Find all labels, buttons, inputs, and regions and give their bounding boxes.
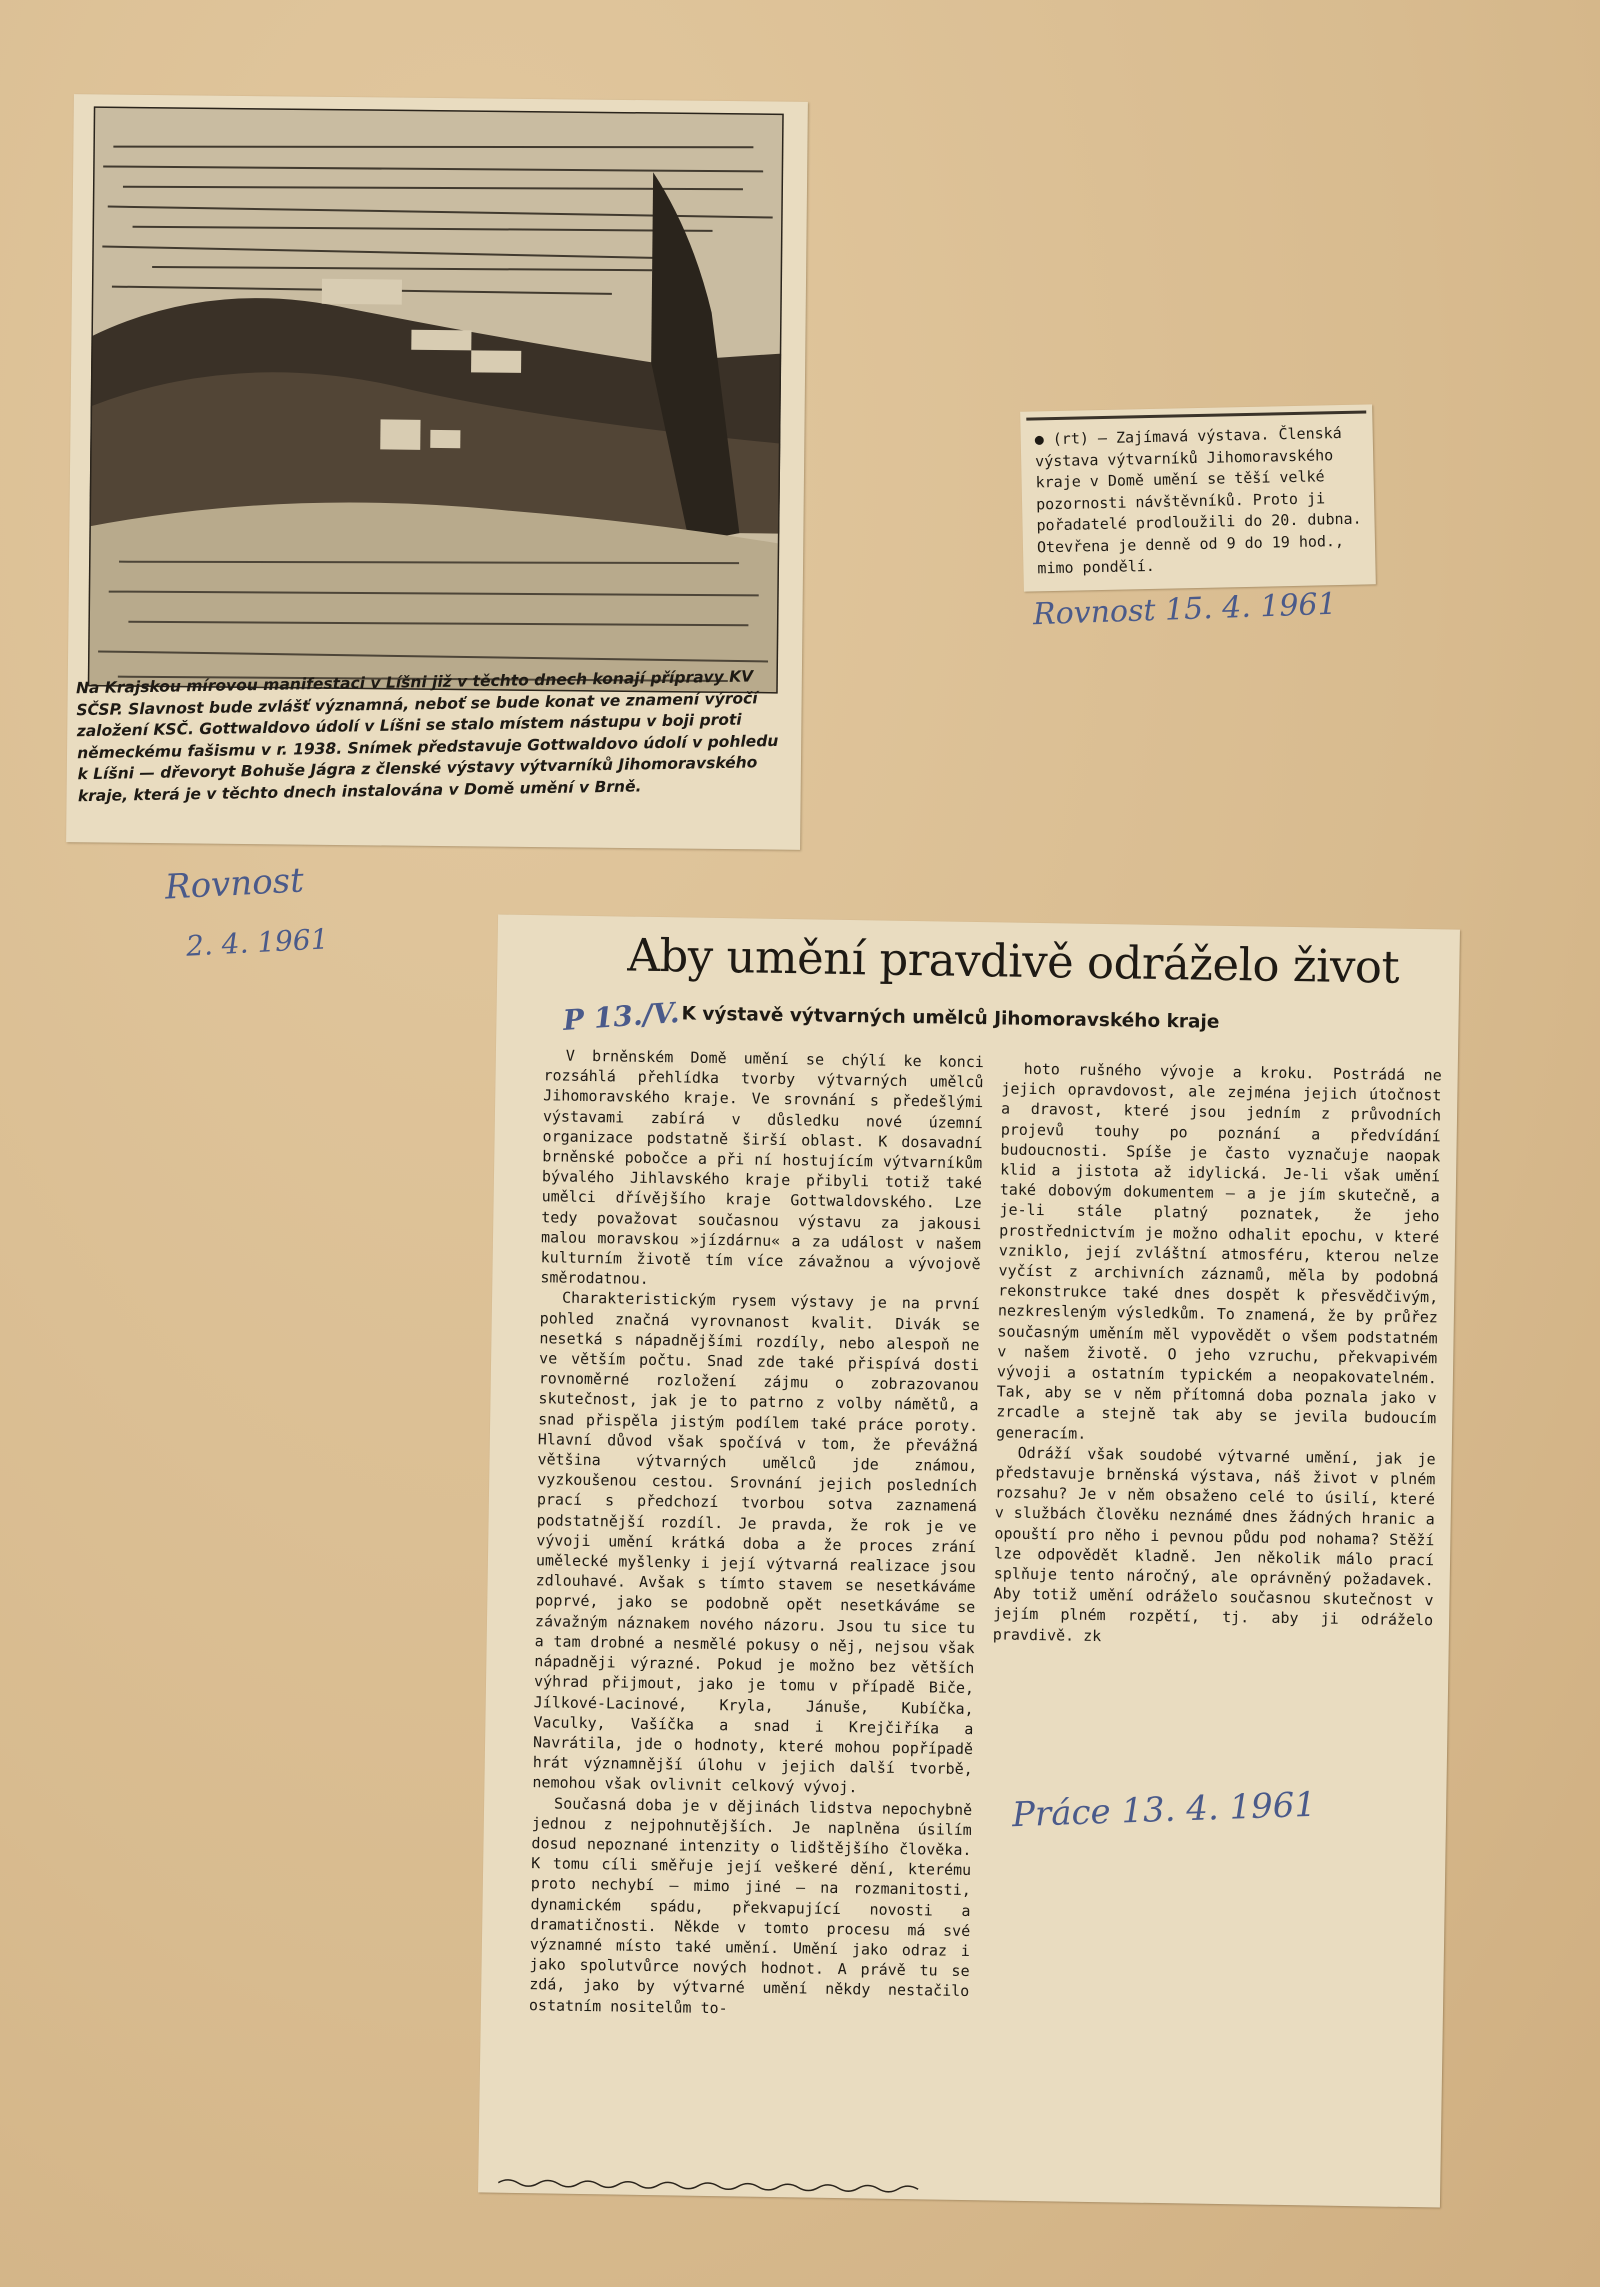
woodcut-image bbox=[88, 106, 784, 693]
paragraph: V brněnském Domě umění se chýlí ke konci rozsáhlá přehlídka tvorby výtvarných umělců Jihomoravského kraje. Ve srovnání s předešlými výstavami zabírá v důsledku nové územní organizace podstatně širší oblast. K dosavadní brněnské pobočce a při ní hostujícím výtvarníkům bývalého Jihlavského kraje přibyli totiž také umělci dřívějšího kraje Gottwaldovského. Lze tedy považovat současnou výstavu za jakousi malou moravskou »jízdárnu« a za událost v našem kulturním životě tím více závažnou a vývojově směrodatnou. bbox=[540, 1046, 984, 1289]
article-headline: Aby umění pravdivě odráželo život bbox=[627, 928, 1400, 994]
handwritten-source: Rovnost bbox=[164, 860, 305, 908]
clipping-photo bbox=[66, 94, 808, 850]
article-column-2 bbox=[992, 1058, 1442, 1725]
paragraph: Současná doba je v dějinách lidstva nepochybně jednou z nejpohnutějších. Je naplněna úsilím dosud nepoznané intenzity o lidštějšího člověka. K tomu cíli směřuje její veškeré dění, kterému proto nechybí — mimo jiné — na rozmanitosti, dynamickém spádu, překvapující novosti a dramatičnosti. Někde v tomto procesu má své významné místo také umění. Umění jako odraz i jako spolutvůrce nových hodnot. A právě tu se zdá, jako by výtvarné umění někdy nestačilo ostatním nositelům to- bbox=[528, 1794, 973, 2017]
photo-caption: Na Krajskou mírovou manifestaci v Líšni již v těchto dnech konají přípravy KV SČSP. Slavnost bude zvlášť významná, neboť se bude konat ve znamení výročí založení KSČ. Gottwaldovo údolí v Líšni se stalo místem nástupu v boji proti německému fašismu v r. 1938. Snímek představuje Gottwaldovo údolí v pohledu k Líšni — dřevoryt Bohuše Jágra z členské výstavy výtvarníků Jihomoravského kraje, která je v těchto dnech instalována v Domě umění v Brně. bbox=[75, 667, 779, 805]
paragraph: hoto rušného vývoje a kroku. Postrádá ne jejich opravdovost, ale zejména jejich útočnost a dravost, které jsou jedním z průvodních projevů touhy po poznání a předvídání budoucnosti. Spíše je často vyznačuje naopak klid a jistota až idylická. Je-li však umění také dobovým dokumentem — a je jím skutečně, a je-li stále platný poznatek, že jeho prostřednictvím je možno odhalit epochu, v které vzniklo, její zvláštní atmosféru, kterou nelze vyčíst z archivních záznamů, měla by podobná rekonstrukce také dnes dospět k přesvědčivým, nezkresleným výsledkům. To znamená, že by průřez současným uměním měl vypovědět o všem podstatném v našem životě. O jeho vzruchu, překvapivém vývoji a ostatním typickém a neopakovatelném. Tak, aby se v něm přítomná doba poznala jako v zrcadle a stejně tak aby se jevila budoucím generacím. bbox=[995, 1059, 1442, 1443]
handwritten-note-article: Práce 13. 4. 1961 bbox=[1011, 1784, 1317, 1836]
header-rule bbox=[1026, 410, 1366, 420]
handwritten-date: 2. 4. 1961 bbox=[185, 922, 330, 963]
paragraph: Odráží však soudobé výtvarné umění, jak je představuje brněnská výstava, náš život v plném rozsahu? Je v něm obsaženo celé to úsilí, které v službách člověku neznámé dnes žádných hranic a opouští pro něho i pevnou půdu pod nohama? Stěží lze odpovědět kladně. Jen několik málo prací splňuje tento náročný, ale oprávněný požadavek. Aby totiž umění odráželo současnou skutečnost v jejím plném rozpětí, tj. aby ji odráželo pravdivě. zk bbox=[992, 1443, 1436, 1645]
notice-text: ● (rt) — Zajímavá výstava. Členská výstava výtvarníků Jihomoravského kraje v Domě umění se těší velké pozornosti návštěvníků. Proto ji pořadatelé prodloužili do 20. dubna. Otevřena je denně od 9 do 19 hod., mimo pondělí. bbox=[1034, 423, 1362, 578]
paragraph: Charakteristickým rysem výstavy je na první pohled značná vyrovnanost kvalit. Divák se nesetká s nápadnějšími rozdíly, nebo alespoň ne ve větším počtu. Snad zde také přispívá dosti rovnoměrné rozložení zájmu o zobrazovanou skutečnost, jak je to patrno z volby námětů, a snad přispěla jistým podílem také práce poroty. Hlavní důvod však spočívá v tom, že převážná většina výtvarných umělců jde známou, vyzkoušenou cestou. Srovnání jejich posledních prací s předchozí tvorbou sotva zaznamená podstatnější rozdíl. Je pravda, že rok je ve vývoji umění krátká doba a že proces zrání umělecké myšlenky i její výtvarná realizace jsou zdlouhavé. Avšak s tímto stavem se nesetkáváme poprvé, jako se podobně opět nesetkáváme se závažným náznakem nového názoru. Jsou tu sice tu a tam drobné a nesmělé pokusy o něj, nejsou však nápadněji výrazné. Pokud je možno bez větších výhrad přijmout, jako je tomu v případě Biče, Jílkové-Lacinové, Kryla, Jánuše, Kubíčka, Vaculky, Vašíčka a snad i Krejčiříka a Navrátila, jde o hodnoty, které mohou popřípadě hrát významnější úlohu v jejich další tvorbě, nemohou však ovlivnit celkový vývoj. bbox=[532, 1289, 981, 1797]
handwritten-note-short: Rovnost 15. 4. 1961 bbox=[1032, 586, 1338, 633]
clipping-article bbox=[478, 915, 1460, 2208]
article-subheadline: K výstavě výtvarných umělců Jihomoravského kraje bbox=[681, 1003, 1220, 1033]
cut-edge bbox=[498, 2177, 928, 2196]
article-column-1 bbox=[529, 1045, 984, 2022]
clipping-short-notice bbox=[1020, 404, 1376, 591]
handwritten-margin-note: P 13./V. bbox=[561, 995, 681, 1038]
